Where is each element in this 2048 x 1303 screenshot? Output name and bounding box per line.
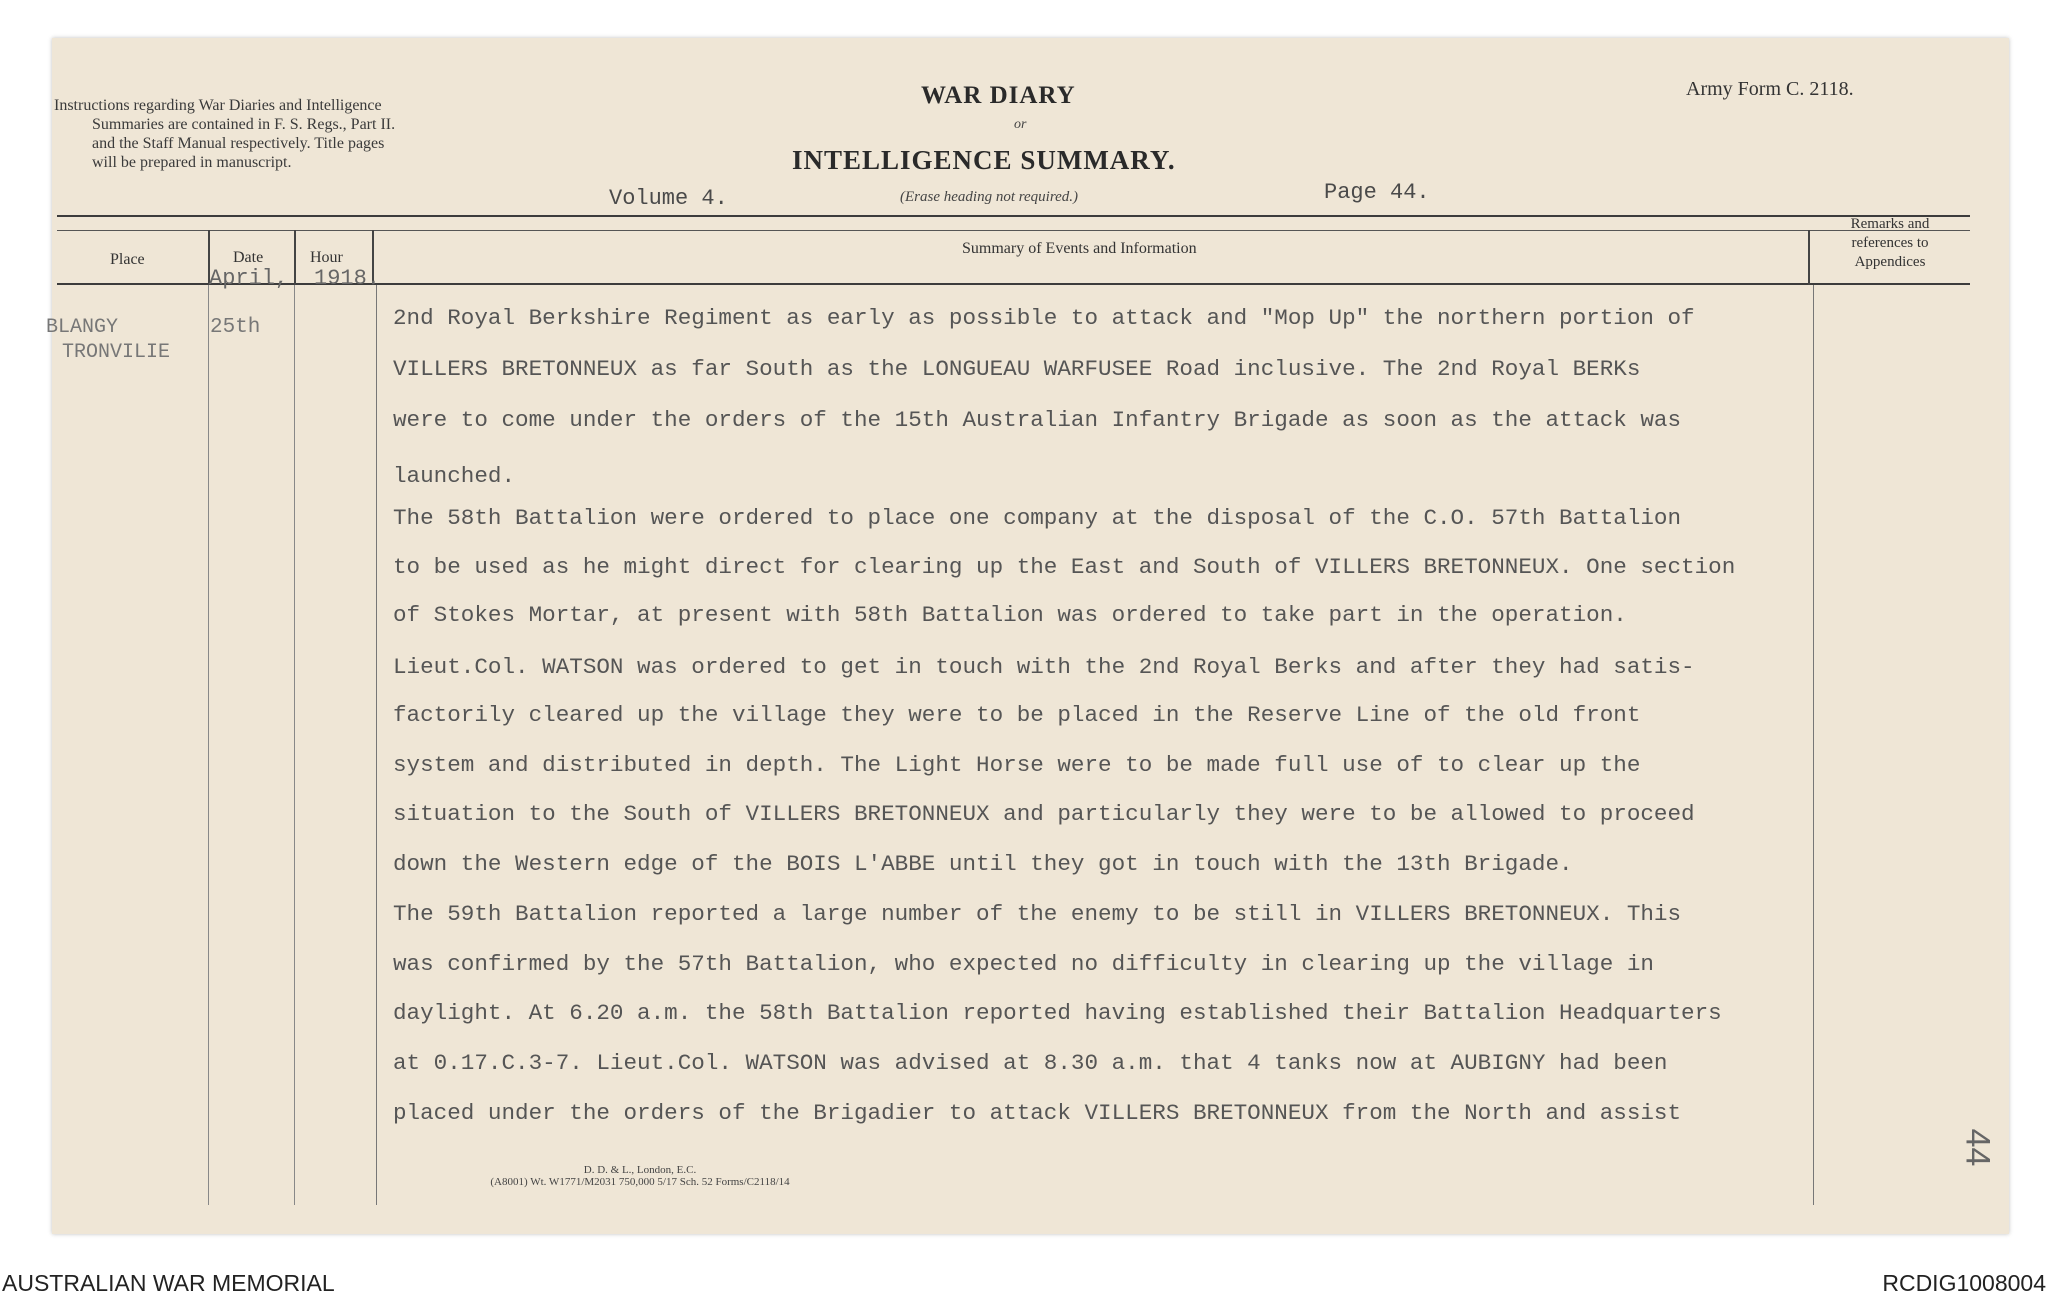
month-entry: April, [209,266,289,291]
summary-line: 2nd Royal Berkshire Regiment as early as possible to attack and "Mop Up" the northern portion of [393,305,1695,331]
volume-label: Volume 4. [609,186,728,211]
title-war-diary: WAR DIARY [921,82,1076,109]
summary-line: factorily cleared up the village they were to be placed in the Reserve Line of the old front [393,702,1641,728]
archive-caption-right: RCDIG1008004 [1882,1270,2046,1296]
summary-line: Lieut.Col. WATSON was ordered to get in touch with the 2nd Royal Berks and after they had satis- [393,654,1695,680]
place-entry: BLANGY [46,316,119,339]
title-intelligence-summary: INTELLIGENCE SUMMARY. [792,145,1176,175]
title-or: or [1014,117,1027,132]
summary-line: of Stokes Mortar, at present with 58th Battalion was ordered to take part in the operation. [393,602,1627,628]
summary-line: were to come under the orders of the 15th Australian Infantry Brigade as soon as the attack was [393,407,1682,433]
date-entry: 25th [210,316,261,339]
archive-caption-left: AUSTRALIAN WAR MEMORIAL [2,1270,335,1296]
header-date: Date [233,249,264,266]
table-top-rule [57,215,1970,217]
column-rule [208,285,209,1205]
summary-line: situation to the South of VILLERS BRETONNEUX and particularly they were to be allowed to proceed [393,801,1695,827]
page-label: Page 44. [1324,180,1430,205]
column-rule [376,285,377,1205]
margin-page-number: 44 [1958,1128,1997,1167]
instructions-line: Instructions regarding War Diaries and Intelligence [54,97,382,114]
table-top-rule-thin [57,230,1970,231]
summary-line: at 0.17.C.3-7. Lieut.Col. WATSON was advised at 8.30 a.m. that 4 tanks now at AUBIGNY had been [393,1050,1668,1076]
instructions-line: will be prepared in manuscript. [92,154,292,171]
imprint-line: D. D. & L., London, E.C. [583,1164,697,1176]
column-rule [1813,285,1814,1205]
erase-note: (Erase heading not required.) [900,189,1079,205]
year-entry: 1918. [314,266,381,291]
army-form-label: Army Form C. 2118. [1686,78,1854,100]
summary-line: The 59th Battalion reported a large number of the enemy to be still in VILLERS BRETONNEUX. This [393,901,1682,927]
summary-line: daylight. At 6.20 a.m. the 58th Battalion reported having established their Battalion Headquarters [393,1000,1722,1026]
summary-line: was confirmed by the 57th Battalion, who expected no difficulty in clearing up the village in [393,951,1654,977]
summary-line: down the Western edge of the BOIS L'ABBE until they got in touch with the 13th Brigade. [393,851,1573,877]
place-entry: TRONVILIE [62,341,171,364]
column-rule [294,230,296,285]
summary-line: to be used as he might direct for clearing up the East and South of VILLERS BRETONNEUX. One section [393,554,1736,580]
instructions-line: Summaries are contained in F. S. Regs., Part II. [92,116,396,133]
header-summary: Summary of Events and Information [962,240,1197,257]
printer-imprint [430,1164,850,1188]
summary-line: launched. [393,463,516,489]
header-place: Place [110,251,145,268]
header-remarks-line: references to [1851,235,1929,251]
column-rule [294,285,295,1205]
instructions-line: and the Staff Manual respectively. Title pages [92,135,385,152]
header-hour: Hour [310,249,343,266]
header-remarks [1818,215,1962,272]
imprint-line: (A8001) Wt. W1771/M2031 750,000 5/17 Sch. 52 Forms/C2118/14 [490,1176,790,1188]
header-remarks-line: Appendices [1854,254,1926,270]
summary-line: placed under the orders of the Brigadier to attack VILLERS BRETONNEUX from the North and assist [393,1100,1682,1126]
instructions-block [54,96,564,172]
column-rule [1808,230,1810,285]
summary-line: VILLERS BRETONNEUX as far South as the LONGUEAU WARFUSEE Road inclusive. The 2nd Royal BERKs [393,356,1641,382]
header-remarks-line: Remarks and [1850,216,1930,232]
summary-line: system and distributed in depth. The Light Horse were to be made full use of to clear up the [393,752,1641,778]
summary-line: The 58th Battalion were ordered to place one company at the disposal of the C.O. 57th Battalion [393,505,1682,531]
